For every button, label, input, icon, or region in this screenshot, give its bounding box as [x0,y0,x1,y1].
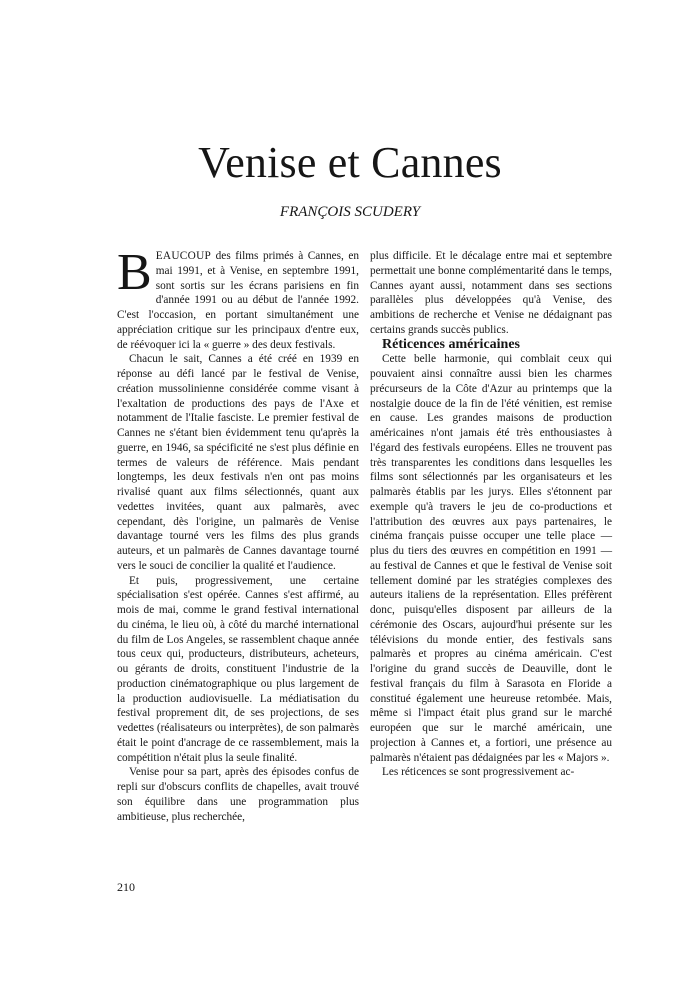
section-subheading: Réticences américaines [382,336,520,352]
paragraph: plus difficile. Et le décalage entre mai et septembre permettait une bonne complémentarité dans le temps, Cannes ayant aussi, notamment dans ses sections parallèles plus développées qu'à Venise, des ambitions de recherche et Venise ne dédaignant pas certains grands succès publics. [370,250,612,336]
page-number: 210 [117,880,135,894]
left-column [117,244,359,824]
drop-cap: B [117,244,152,301]
lead-word-small-caps: EAUCOUP [155,250,212,262]
paragraph: Et puis, progressivement, une certaine spécialisation s'est opérée. Cannes s'est affirmé, au mois de mai, comme le grand festival international du cinéma, le lieu où, à côté du marché international du film de Los Angeles, se rassemblent chaque année tous ceux qui, producteurs, distributeurs, acheteurs, ou gérants de droits, constituent l'industrie de la production cinématographique ou plus largement de la production audiovisuelle. La médiatisation du festival proprement dit, de ses projections, de ses vedettes (réalisateurs ou interprètes), de son palmarès était le point d'ancrage de ce rassemblement, mais la compétition n'était plus la seule finalité. [117,574,359,764]
paragraph [117,244,359,352]
right-column [370,249,612,780]
article-title: Venise et Cannes [198,138,502,187]
paragraph-text: des films primés à Cannes, en mai 1991, et à Venise, en septembre 1991, sont sortis sur les écrans parisiens en fin d'année 1991 ou au début de l'année 1992. C'est l'occasion, en portant simultanément une appréciation critique sur les principaux d'entre eux, de réévoquer ici la « guerre » des deux festivals. [117,250,359,351]
paragraph: Cette belle harmonie, qui comblait ceux qui pouvaient ainsi connaître aussi bien les charmes précurseurs de la Côte d'Azur au printemps que la nostalgie douce de la fin de l'été vénitien, est remise en cause. Les grandes maisons de production américaines n'ont jamais été très enthousiastes à l'égard des festivals européens. Elles ne trouvent pas très transparentes les conditions dans lesquelles les films sont sélectionnés par les organisateurs et les palmarès établis par les jurys. Elles s'étonnent par exemple qu'à travers le jeu de co-productions et l'attribution des œuvres aux pays partenaires, le cinéma français puisse occuper une telle place — plus du tiers des œuvres en compétition en 1991 — au festival de Cannes et que le festival de Venise soit tellement dominé par les stratégies complexes des auteurs italiens de la représentation. Elles préfèrent donc, puisqu'elles disposent par ailleurs de la cérémonie des Oscars, aujourd'hui présente sur les télévisions du monde entier, des festivals sans palmarès et propres au cinéma américain. C'est l'origine du grand succès de Deauville, dont le festival français du film à Sarasota en Floride a constitué également une heureuse retombée. Mais, même si l'impact était plus grand sur le marché européen que sur le marché américain, une projection à Cannes et, a fortiori, une présence au palmarès n'étaient pas dédaignées par les « Majors ». [370,353,612,764]
paragraph: Venise pour sa part, après des épisodes confus de repli sur d'obscurs conflits de chapelles, avait trouvé son équilibre dans une programmation plus ambitieuse, plus recherchée, [117,766,359,823]
paragraph: Chacun le sait, Cannes a été créé en 1939 en réponse au défi lancé par le festival de Venise, création mussolinienne considérée comme visant à l'exaltation de productions des pays de l'Axe et notamment de l'Italie fasciste. Le premier festival de Cannes ne s'étant bien évidemment tenu qu'après la guerre, en 1946, sa spécificité ne s'est plus définie en termes de valeurs de référence. Mais pendant longtemps, les deux festivals n'en ont pas moins rivalisé quant aux films sélectionnés, quant aux vedettes invitées, quant aux palmarès, avec cependant, dès l'origine, un palmarès de Venise davantage tourné vers les films des plus grands auteurs, et un palmarès de Cannes davantage tourné vers le souci de concilier la qualité et l'audience. [117,353,359,572]
paragraph: Les réticences se sont progressivement ac- [382,766,575,779]
article-author: FRANÇOIS SCUDERY [279,204,421,220]
